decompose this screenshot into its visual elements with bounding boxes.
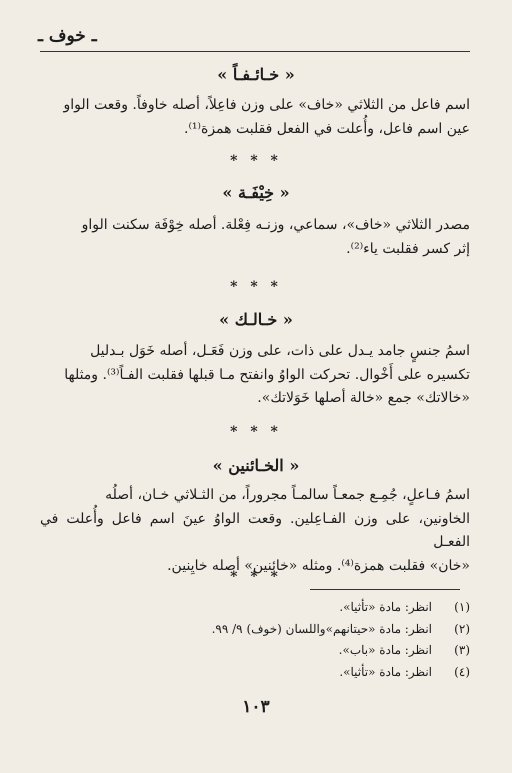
footnotes — [40, 597, 470, 683]
section-separator: * * * — [230, 153, 282, 169]
entry-heading: « خِيْفَـة » — [222, 183, 290, 202]
entry-body — [40, 340, 470, 411]
footnote-text: انظر: مادة «تأثيا». — [339, 664, 432, 679]
footnote-rule — [310, 589, 460, 590]
entry-heading: « الخـائنين » — [212, 456, 300, 475]
section-separator: * * * — [230, 424, 282, 440]
entry-heading: « خـالـك » — [219, 310, 293, 329]
text-line: «خالاتك» جمع «خالة أصلها خَوَلاتك». — [257, 390, 470, 406]
page-number: ١٠٣ — [242, 697, 270, 717]
section-separator: * * * — [230, 569, 282, 585]
footnote-number: (٣) — [454, 643, 470, 657]
footnote — [40, 662, 470, 684]
entry-body — [40, 484, 470, 578]
running-head: ـ خوف ـ — [38, 26, 97, 46]
entry-body — [40, 214, 470, 261]
footnote-number: (٢) — [454, 621, 470, 636]
entry-heading: « خـائـفـاً » — [217, 65, 295, 84]
footnote-number: (١) — [454, 600, 470, 614]
footnote-text: انظر: مادة «تأثيا». — [339, 600, 432, 614]
footnote — [40, 597, 470, 619]
footnote — [40, 640, 470, 662]
section-separator: * * * — [230, 279, 282, 295]
footnote-text: انظر: مادة «باب». — [338, 643, 432, 657]
footnote-text: انظر: مادة «حيتانهم»واللسان (خوف) ٩/ ٩٩. — [211, 621, 432, 636]
text-line: تكسيره على أَخْوال. تحركت الواوُ وانفتح مـا قبلها فقلبت الفـاً⁽³⁾. ومثلها — [64, 366, 470, 383]
text-line: مصدر الثلاثي «خاف»، سماعي، وزنـه فِعْلة. أصله خِوْفَة سكنت الواو — [81, 217, 470, 233]
footnote — [40, 619, 470, 641]
text-line: اسم فاعل من الثلاثي «خاف» على وزن فاعِلاً، أصله خاوفاً. وقعت الواو — [63, 97, 470, 113]
entry-body — [40, 94, 470, 141]
text-line: الخاونين، على وزن الفـاعِلين. وقعت الواوُ عينَ اسم فاعل وأُعلت في الفعـل — [40, 510, 470, 550]
header-rule — [40, 51, 470, 52]
text-line: إثر كسر فقلبت ياء⁽²⁾. — [346, 240, 470, 257]
footnote-number: (٤) — [454, 664, 470, 679]
text-line: اسمُ جنسٍ جامد يـدل على ذات، على وزن فَعَـل، أصله خَوَل بـدليل — [90, 343, 470, 359]
text-line: «خان» فقلبت همزة⁽⁴⁾. ومثله «خائنين» أصله خايِنين. — [167, 557, 470, 574]
text-line: اسمُ فـاعلٍ، جُمِـع جمعـاً سالمـاً مجروراً، من الثـلاثي خـان، أصلُه — [105, 487, 470, 503]
text-line: عين اسم فاعل، وأُعلت في الفعل فقلبت همزة⁽¹⁾. — [184, 120, 470, 137]
